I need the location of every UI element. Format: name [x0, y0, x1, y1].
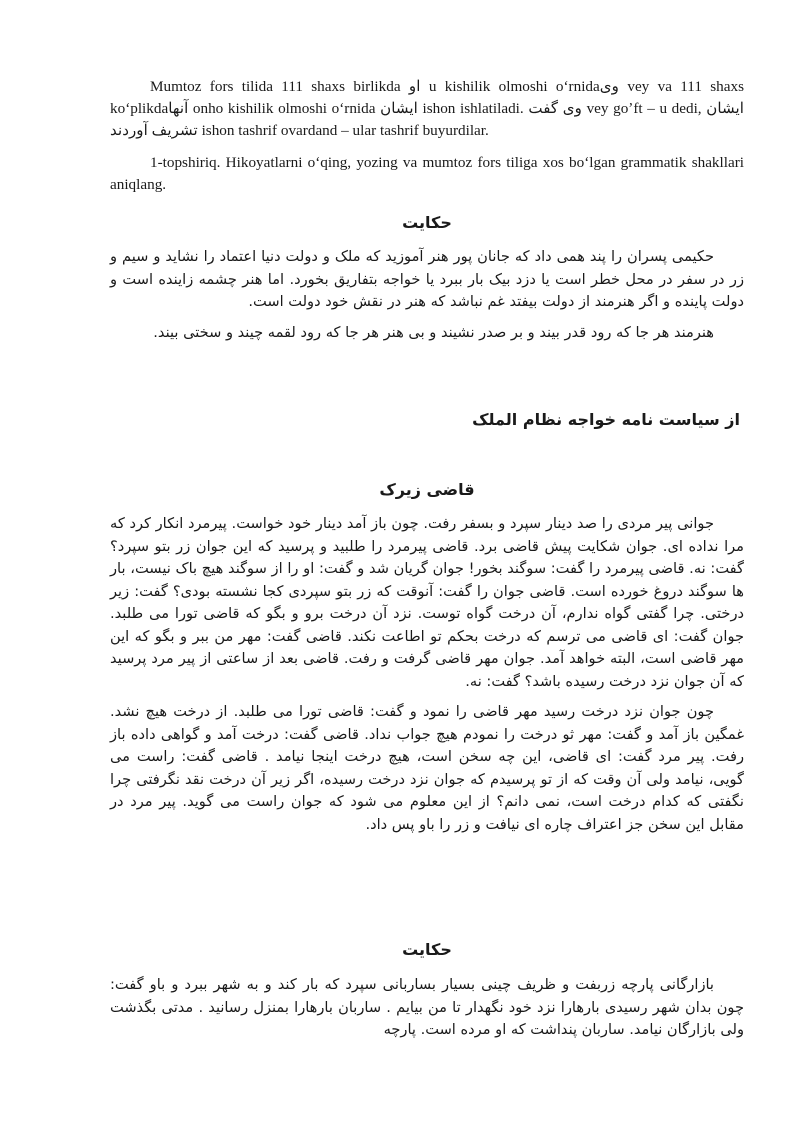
intro-section — [110, 76, 744, 196]
story1-paragraph-1: حکیمی پسران را پند همی داد که جانان پور هنر آموزید که ملک و دولت دنیا اعتماد را نشاید و سیم و زر در سفر در محل خطر است یا دزد بیک بار ببرد یا خواجه بتفاریق بخورد. اما هنر چشمه زاینده است و دولت پاینده و اگر هنرمند از دولت بیفتد غم نباشد که هنر در نقش خود دولت است. — [110, 248, 744, 310]
intro-paragraph-1: Mumtoz fors tilida 111 shaxs birlikda او u kishilik olmoshi oʻrnidaوی vey va 111 shaxs koʻplikdaآنها onho kishilik olmoshi oʻrnida ایشان ishon ishlatiladi. وی گفت vey goʼft – u dedi, ایشان تشریف آوردند ishon tashrif ovardand – ular tashrif buyurdilar. — [110, 78, 744, 139]
story1-title: حکایت — [402, 213, 452, 232]
story3-paragraph-1: بازارگانی پارچه زربفت و ظریف چینی بسیار بساربانی سپرد که بار کند و به شهر ببرد و باو گفت: چون بدان شهر رسیدی بارهارا نزد خود نگهدار تا من بیایم . ساربان بارهارا بمنزل رسانید . مدتی بگذشت ولی بازارگان نیامد. ساربان پنداشت که او مرده است. پارچه — [110, 976, 744, 1038]
story1-paragraph-2: هنرمند هر جا که رود قدر بیند و بر صدر نشیند و بی هنر هر جا که رود لقمه چیند و سختی بیند. — [153, 323, 714, 341]
story3-title: حکایت — [402, 940, 452, 959]
story2-paragraph-2: چون جوان نزد درخت رسید مهر قاضی را نمود و گفت: قاضی تورا می طلبد. از درخت هیچ نشد. غمگین باز آمد و گفت: مهر ثو درخت را نمودم هیچ جواب نداد. قاضی گفت: درخت آمد و گواهی داده باز رفت. پیر مرد گفت: ای قاضی، این چه سخن است، هیچ درخت اینجا نیامد . قاضی گفت: راست می گویی، نیامد ولی آن وقت که از تو پرسیدم که جوان نزد درخت رسیده، اگر زیر آن درخت نقد نگرفتی چرا نگفتی که کدام درخت است، نمی دانم؟ از این معلوم می شود که جوان راست می گوید. پیر مرد در مقابل این سخن جز اعتراف چاره ای نیافت و زر را باو پس داد. — [110, 703, 744, 833]
story2-title: قاضی زیرک — [379, 480, 475, 499]
story1-source: از سیاست نامه خواجه نظام الملک — [472, 410, 740, 429]
story1-body — [110, 246, 744, 344]
story2-paragraph-1: جوانی پیر مردی را صد دینار سپرد و بسفر رفت. چون باز آمد دینار خود خواست. پیرمرد انکار کرد که مرا نداده ای. جوان شکایت پیش قاضی برد. قاضی پیرمرد را طلبید و پرسید که این جوان زر بتو سپرد؟ گفت: نه. قاضی پیرمرد را گفت: سوگند بخور! جوان گریان شد و گفت: او را از سوگند هیچ باک نیست، بار ها سوگند دروغ خورده است. قاضی جوان را گفت: آنوقت که زر بتو سپردی کجا نشسته بودی؟ گفت: زیر درختی. چرا گفتی گواه ندارم، آن درخت گواه توست. نزد آن درخت برو و بگو که قاضی تورا می طلبد. جوان گفت: ای قاضی می ترسم که درخت بحکم تو اطاعت نکند. قاضی گفت: مهر من ببر و بگو که این مهر قاضی است، البته خواهد آمد. جوان مهر قاضی گرفت و رفت. قاضی بعد از ساعتی از پیر مرد پرسید که آن جوان نزد درخت رسیده باشد؟ گفت: نه. — [110, 515, 744, 690]
story3-body — [110, 974, 744, 1042]
story2-body — [110, 513, 744, 836]
intro-paragraph-2: 1-topshiriq. Hikoyatlarni oʻqing, yozing va mumtoz fors tiliga xos boʻlgan grammatik shakllari aniqlang. — [110, 154, 744, 193]
